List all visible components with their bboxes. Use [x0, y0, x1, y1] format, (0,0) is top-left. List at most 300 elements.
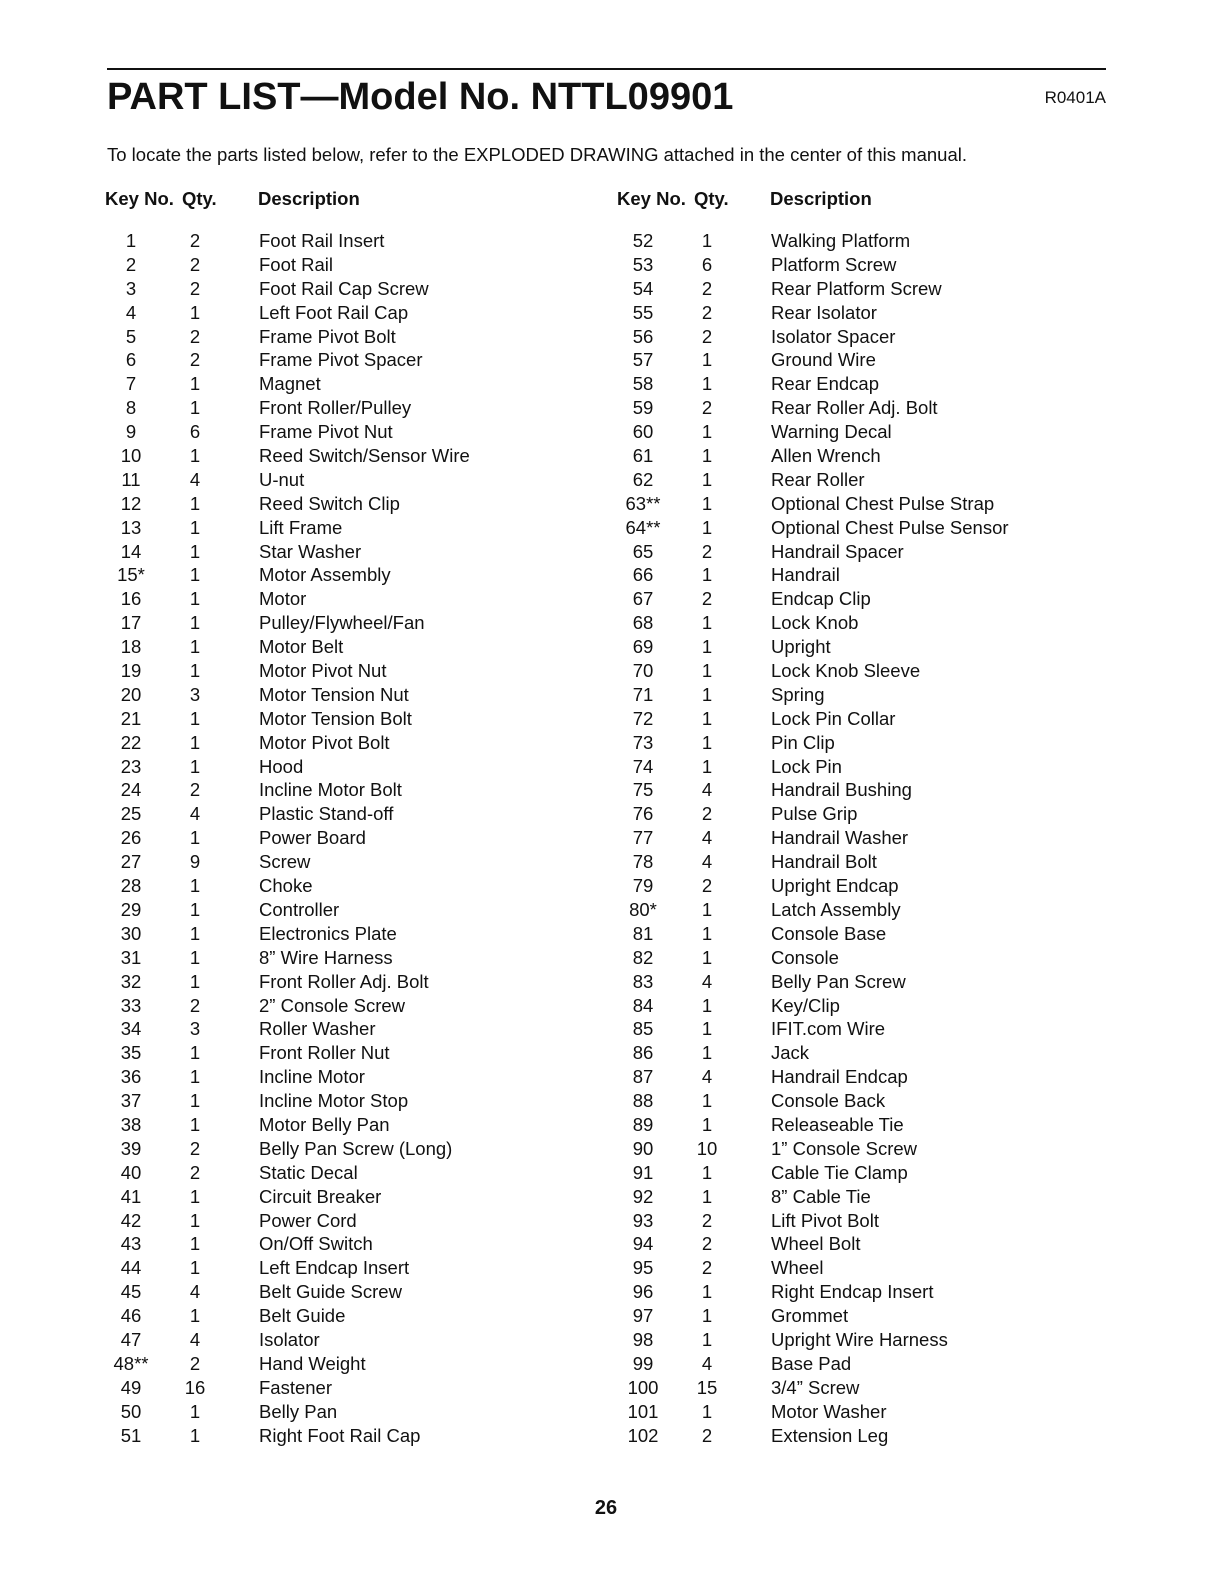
part-key-number: 61 [632, 445, 654, 467]
part-description: Foot Rail Cap Screw [259, 277, 429, 299]
part-key-number: 45 [120, 1281, 142, 1303]
part-description: 8” Cable Tie [771, 1185, 871, 1207]
part-quantity: 16 [184, 1376, 206, 1398]
part-description: Jack [771, 1042, 810, 1064]
part-quantity: 1 [701, 660, 713, 682]
part-quantity: 1 [701, 636, 713, 658]
part-description: Motor Pivot Nut [259, 660, 387, 682]
part-description: Lift Pivot Bolt [771, 1209, 879, 1231]
part-key-number: 66 [632, 564, 654, 586]
part-quantity: 1 [701, 707, 713, 729]
part-description: Lock Pin Collar [771, 707, 896, 729]
part-description: Upright Wire Harness [771, 1328, 948, 1350]
part-quantity: 1 [189, 731, 201, 753]
part-key-number: 93 [632, 1209, 654, 1231]
part-description: Frame Pivot Bolt [259, 325, 396, 347]
part-description: IFIT.com Wire [771, 1018, 886, 1040]
part-key-number: 30 [120, 922, 142, 944]
part-description: Handrail Bushing [771, 779, 912, 801]
part-key-number: 12 [120, 492, 142, 514]
part-key-number: 16 [120, 588, 142, 610]
part-key-number: 92 [632, 1185, 654, 1207]
part-description: Plastic Stand-off [259, 803, 394, 825]
part-description: Allen Wrench [771, 445, 881, 467]
part-description: Upright Endcap [771, 875, 899, 897]
part-key-number: 36 [120, 1066, 142, 1088]
part-key-number: 52 [632, 230, 654, 251]
part-description: Frame Pivot Spacer [259, 349, 423, 371]
part-description: Power Board [259, 827, 366, 849]
part-key-number: 102 [627, 1424, 659, 1446]
part-key-number: 26 [120, 827, 142, 849]
part-quantity: 1 [189, 301, 201, 323]
part-quantity: 9 [189, 851, 201, 873]
part-key-number: 64** [625, 516, 661, 538]
part-description: 1” Console Screw [771, 1137, 918, 1159]
part-quantity: 1 [701, 445, 713, 467]
part-quantity: 1 [189, 707, 201, 729]
part-description: Hood [259, 755, 304, 777]
part-quantity: 1 [701, 1185, 713, 1207]
part-description: Foot Rail [259, 253, 334, 275]
part-quantity: 1 [701, 492, 713, 514]
part-description: Hand Weight [259, 1352, 366, 1374]
part-quantity: 1 [701, 1113, 713, 1135]
part-key-number: 83 [632, 970, 654, 992]
part-key-number: 21 [120, 707, 142, 729]
part-key-number: 63** [625, 492, 661, 514]
part-quantity: 1 [189, 588, 201, 610]
part-key-number: 95 [632, 1257, 654, 1279]
part-quantity: 1 [189, 1305, 201, 1327]
part-description: Reed Switch Clip [259, 492, 400, 514]
part-description: Roller Washer [259, 1018, 376, 1040]
part-quantity: 1 [701, 516, 713, 538]
part-key-number: 81 [632, 922, 654, 944]
part-description: Frame Pivot Nut [259, 421, 393, 443]
part-key-number: 62 [632, 468, 654, 490]
part-key-number: 6 [125, 349, 137, 371]
part-description: Front Roller Nut [259, 1042, 390, 1064]
part-quantity: 4 [701, 1066, 713, 1088]
part-quantity: 1 [189, 445, 201, 467]
part-key-number: 55 [632, 301, 654, 323]
part-quantity: 2 [189, 325, 201, 347]
part-key-number: 54 [632, 277, 654, 299]
part-key-number: 97 [632, 1305, 654, 1327]
part-key-number: 35 [120, 1042, 142, 1064]
part-description: Key/Clip [771, 994, 840, 1016]
part-key-number: 86 [632, 1042, 654, 1064]
part-key-number: 56 [632, 325, 654, 347]
part-key-number: 73 [632, 731, 654, 753]
part-quantity: 1 [701, 1328, 713, 1350]
part-description: Motor Tension Nut [259, 683, 409, 705]
part-description: Extension Leg [771, 1424, 889, 1446]
part-key-number: 43 [120, 1233, 142, 1255]
part-description: Pulley/Flywheel/Fan [259, 612, 425, 634]
part-key-number: 11 [121, 468, 141, 490]
part-description: Wheel [771, 1257, 824, 1279]
part-description: Choke [259, 875, 313, 897]
part-quantity: 1 [189, 1233, 201, 1255]
part-key-number: 4 [125, 301, 137, 323]
part-quantity: 1 [701, 922, 713, 944]
part-key-number: 79 [632, 875, 654, 897]
part-description: Motor [259, 588, 307, 610]
part-description: Star Washer [259, 540, 362, 562]
part-key-number: 50 [120, 1400, 142, 1422]
part-description: 2” Console Screw [259, 994, 406, 1016]
part-quantity: 2 [701, 875, 713, 897]
part-quantity: 1 [701, 994, 713, 1016]
part-quantity: 1 [189, 946, 201, 968]
part-key-number: 31 [120, 946, 142, 968]
description-header: Description [770, 188, 872, 209]
part-description: Lock Knob Sleeve [771, 660, 921, 682]
part-key-number: 34 [120, 1018, 142, 1040]
part-description: 3/4” Screw [771, 1376, 860, 1398]
part-description: Isolator [259, 1328, 320, 1350]
part-quantity: 15 [696, 1376, 718, 1398]
part-description: Cable Tie Clamp [771, 1161, 908, 1183]
part-description: Handrail Washer [771, 827, 909, 849]
part-quantity: 6 [701, 253, 713, 275]
part-quantity: 3 [189, 1018, 201, 1040]
description-header: Description [258, 188, 360, 209]
part-description: Power Cord [259, 1209, 357, 1231]
part-description: Upright [771, 636, 831, 658]
part-quantity: 4 [189, 803, 201, 825]
part-description: Motor Belly Pan [259, 1113, 390, 1135]
part-quantity: 1 [189, 1400, 201, 1422]
part-description: Front Roller Adj. Bolt [259, 970, 429, 992]
part-key-number: 87 [632, 1066, 654, 1088]
part-quantity: 1 [189, 970, 201, 992]
part-quantity: 2 [701, 325, 713, 347]
part-quantity: 1 [189, 827, 201, 849]
part-quantity: 1 [189, 1185, 201, 1207]
part-description: Motor Assembly [259, 564, 391, 586]
part-key-number: 10 [120, 445, 142, 467]
part-quantity: 2 [701, 588, 713, 610]
part-quantity: 1 [701, 564, 713, 586]
part-quantity: 1 [189, 1257, 201, 1279]
part-quantity: 1 [189, 1209, 201, 1231]
part-key-number: 1 [125, 230, 137, 251]
part-key-number: 29 [120, 898, 142, 920]
title-rule [107, 68, 1106, 70]
part-key-number: 23 [120, 755, 142, 777]
part-description: Handrail Endcap [771, 1066, 908, 1088]
part-key-number: 44 [120, 1257, 142, 1279]
intro-text: To locate the parts listed below, refer to the EXPLODED DRAWING attached in the center of this manual. [107, 144, 967, 165]
part-quantity: 10 [696, 1137, 718, 1159]
part-description: Console [771, 946, 839, 968]
part-key-number: 51 [120, 1424, 142, 1446]
part-key-number: 80* [629, 898, 657, 920]
part-key-number: 15* [117, 564, 145, 586]
part-description: Rear Endcap [771, 373, 879, 395]
part-quantity: 2 [189, 253, 201, 275]
part-description: Belly Pan Screw [771, 970, 906, 992]
part-quantity: 2 [189, 779, 201, 801]
part-key-number: 22 [120, 731, 142, 753]
part-key-number: 47 [120, 1328, 142, 1350]
part-key-number: 17 [120, 612, 142, 634]
part-description: Isolator Spacer [771, 325, 896, 347]
part-key-number: 5 [125, 325, 137, 347]
part-quantity: 2 [189, 349, 201, 371]
part-key-number: 38 [120, 1113, 142, 1135]
part-key-number: 84 [632, 994, 654, 1016]
part-description: Fastener [259, 1376, 333, 1398]
part-quantity: 1 [701, 468, 713, 490]
part-key-number: 100 [627, 1376, 659, 1398]
part-description: Grommet [771, 1305, 849, 1327]
part-description: Optional Chest Pulse Strap [771, 492, 995, 514]
part-description: Motor Belt [259, 636, 344, 658]
part-key-number: 8 [125, 397, 137, 419]
part-description: Lock Pin [771, 755, 842, 777]
part-description: Motor Pivot Bolt [259, 731, 390, 753]
part-description: Belly Pan Screw (Long) [259, 1137, 453, 1159]
part-quantity: 1 [701, 612, 713, 634]
part-key-number: 101 [627, 1400, 659, 1422]
part-quantity: 6 [189, 421, 201, 443]
part-description: Warning Decal [771, 421, 892, 443]
part-quantity: 1 [189, 660, 201, 682]
part-quantity: 1 [189, 397, 201, 419]
part-key-number: 85 [632, 1018, 654, 1040]
document-code: R0401A [1044, 88, 1106, 107]
part-key-number: 60 [632, 421, 654, 443]
part-description: Rear Roller Adj. Bolt [771, 397, 938, 419]
part-description: Right Foot Rail Cap [259, 1424, 421, 1446]
part-key-number: 88 [632, 1090, 654, 1112]
part-key-number: 91 [632, 1161, 654, 1183]
part-description: Lift Frame [259, 516, 343, 538]
part-key-number: 37 [120, 1090, 142, 1112]
part-key-number: 18 [120, 636, 142, 658]
part-description: Rear Roller [771, 468, 865, 490]
part-quantity: 1 [189, 516, 201, 538]
part-quantity: 1 [189, 492, 201, 514]
part-key-number: 7 [125, 373, 137, 395]
part-quantity: 4 [701, 1352, 713, 1374]
part-description: Endcap Clip [771, 588, 871, 610]
part-quantity: 1 [189, 612, 201, 634]
part-key-number: 94 [632, 1233, 654, 1255]
part-description: Ground Wire [771, 349, 876, 371]
part-quantity: 3 [189, 683, 201, 705]
part-key-number: 33 [120, 994, 142, 1016]
part-quantity: 1 [701, 230, 713, 251]
part-description: Handrail [771, 564, 840, 586]
part-key-number: 40 [120, 1161, 142, 1183]
part-description: Handrail Spacer [771, 540, 904, 562]
part-key-number: 90 [632, 1137, 654, 1159]
part-key-number: 98 [632, 1328, 654, 1350]
part-key-number: 24 [120, 779, 142, 801]
part-description: Latch Assembly [771, 898, 901, 920]
part-quantity: 2 [701, 1424, 713, 1446]
part-key-number: 82 [632, 946, 654, 968]
part-description: Motor Tension Bolt [259, 707, 412, 729]
part-description: Rear Isolator [771, 301, 877, 323]
part-quantity: 2 [701, 1209, 713, 1231]
part-description: Rear Platform Screw [771, 277, 942, 299]
part-description: Incline Motor Bolt [259, 779, 402, 801]
part-description: Console Base [771, 922, 887, 944]
part-key-number: 74 [632, 755, 654, 777]
part-key-number: 69 [632, 636, 654, 658]
part-quantity: 4 [701, 827, 713, 849]
part-quantity: 4 [701, 970, 713, 992]
part-description: Pulse Grip [771, 803, 858, 825]
part-description: Belt Guide Screw [259, 1281, 402, 1303]
part-quantity: 1 [701, 373, 713, 395]
part-key-number: 70 [632, 660, 654, 682]
part-quantity: 1 [189, 1113, 201, 1135]
part-quantity: 1 [701, 1042, 713, 1064]
part-quantity: 4 [701, 779, 713, 801]
part-quantity: 1 [701, 349, 713, 371]
part-description: On/Off Switch [259, 1233, 373, 1255]
part-quantity: 2 [701, 1257, 713, 1279]
part-key-number: 14 [120, 540, 142, 562]
part-description: Belly Pan [259, 1400, 338, 1422]
part-key-number: 96 [632, 1281, 654, 1303]
part-key-number: 27 [120, 851, 142, 873]
part-quantity: 2 [701, 397, 713, 419]
part-description: Left Endcap Insert [259, 1257, 410, 1279]
part-quantity: 1 [701, 1090, 713, 1112]
part-quantity: 1 [189, 373, 201, 395]
part-key-number: 13 [120, 516, 142, 538]
part-description: Handrail Bolt [771, 851, 877, 873]
part-quantity: 2 [189, 277, 201, 299]
part-description: 8” Wire Harness [259, 946, 393, 968]
part-description: Releaseable Tie [771, 1113, 904, 1135]
part-quantity: 2 [189, 230, 201, 251]
part-quantity: 2 [189, 1161, 201, 1183]
part-description: Magnet [259, 373, 321, 395]
part-quantity: 1 [701, 946, 713, 968]
part-description: Walking Platform [771, 230, 911, 251]
part-quantity: 1 [189, 1090, 201, 1112]
part-key-number: 89 [632, 1113, 654, 1135]
part-description: Electronics Plate [259, 922, 397, 944]
part-description: Incline Motor [259, 1066, 365, 1088]
part-key-number: 72 [632, 707, 654, 729]
part-description: Right Endcap Insert [771, 1281, 934, 1303]
part-quantity: 1 [701, 1305, 713, 1327]
part-description: Reed Switch/Sensor Wire [259, 445, 470, 467]
part-key-number: 28 [120, 875, 142, 897]
key-no-header: Key No. [617, 188, 686, 209]
part-quantity: 1 [701, 1400, 713, 1422]
part-key-number: 48** [113, 1352, 149, 1374]
part-quantity: 4 [189, 468, 201, 490]
part-description: Lock Knob [771, 612, 859, 634]
part-quantity: 1 [189, 1424, 201, 1446]
part-key-number: 58 [632, 373, 654, 395]
part-quantity: 2 [701, 277, 713, 299]
part-quantity: 1 [701, 755, 713, 777]
part-key-number: 76 [632, 803, 654, 825]
part-key-number: 57 [632, 349, 654, 371]
page-number: 26 [594, 1497, 618, 1519]
part-quantity: 1 [701, 898, 713, 920]
part-description: Belt Guide [259, 1305, 346, 1327]
part-quantity: 1 [189, 898, 201, 920]
part-key-number: 78 [632, 851, 654, 873]
qty-header: Qty. [182, 188, 217, 209]
part-quantity: 1 [189, 1066, 201, 1088]
part-description: Circuit Breaker [259, 1185, 382, 1207]
part-quantity: 2 [701, 301, 713, 323]
part-key-number: 65 [632, 540, 654, 562]
qty-header: Qty. [694, 188, 729, 209]
part-description: Front Roller/Pulley [259, 397, 412, 419]
part-key-number: 71 [632, 683, 654, 705]
part-quantity: 1 [189, 1042, 201, 1064]
part-description: Wheel Bolt [771, 1233, 861, 1255]
part-quantity: 2 [189, 1137, 201, 1159]
part-quantity: 2 [189, 994, 201, 1016]
part-key-number: 59 [632, 397, 654, 419]
part-description: Static Decal [259, 1161, 358, 1183]
part-key-number: 99 [632, 1352, 654, 1374]
part-description: Foot Rail Insert [259, 230, 385, 251]
part-key-number: 42 [120, 1209, 142, 1231]
part-quantity: 1 [189, 922, 201, 944]
part-key-number: 2 [125, 253, 137, 275]
part-quantity: 4 [701, 851, 713, 873]
part-key-number: 32 [120, 970, 142, 992]
part-description: Spring [771, 683, 825, 705]
part-quantity: 1 [189, 540, 201, 562]
part-quantity: 1 [701, 1281, 713, 1303]
part-key-number: 53 [632, 253, 654, 275]
part-quantity: 1 [701, 683, 713, 705]
part-key-number: 39 [120, 1137, 142, 1159]
part-quantity: 1 [701, 731, 713, 753]
part-quantity: 4 [189, 1281, 201, 1303]
page-title: PART LIST—Model No. NTTL09901 [107, 76, 734, 118]
part-key-number: 19 [120, 660, 142, 682]
part-description: Left Foot Rail Cap [259, 301, 409, 323]
part-key-number: 68 [632, 612, 654, 634]
part-key-number: 20 [120, 683, 142, 705]
part-quantity: 1 [701, 421, 713, 443]
part-key-number: 9 [125, 421, 137, 443]
key-no-header: Key No. [105, 188, 174, 209]
part-quantity: 2 [701, 803, 713, 825]
part-description: Incline Motor Stop [259, 1090, 409, 1112]
part-description: Pin Clip [771, 731, 835, 753]
part-key-number: 3 [125, 277, 137, 299]
part-key-number: 75 [632, 779, 654, 801]
part-quantity: 1 [189, 875, 201, 897]
part-quantity: 1 [189, 564, 201, 586]
part-quantity: 1 [701, 1161, 713, 1183]
part-description: Base Pad [771, 1352, 852, 1374]
part-key-number: 77 [632, 827, 654, 849]
part-quantity: 1 [189, 636, 201, 658]
part-quantity: 2 [701, 1233, 713, 1255]
